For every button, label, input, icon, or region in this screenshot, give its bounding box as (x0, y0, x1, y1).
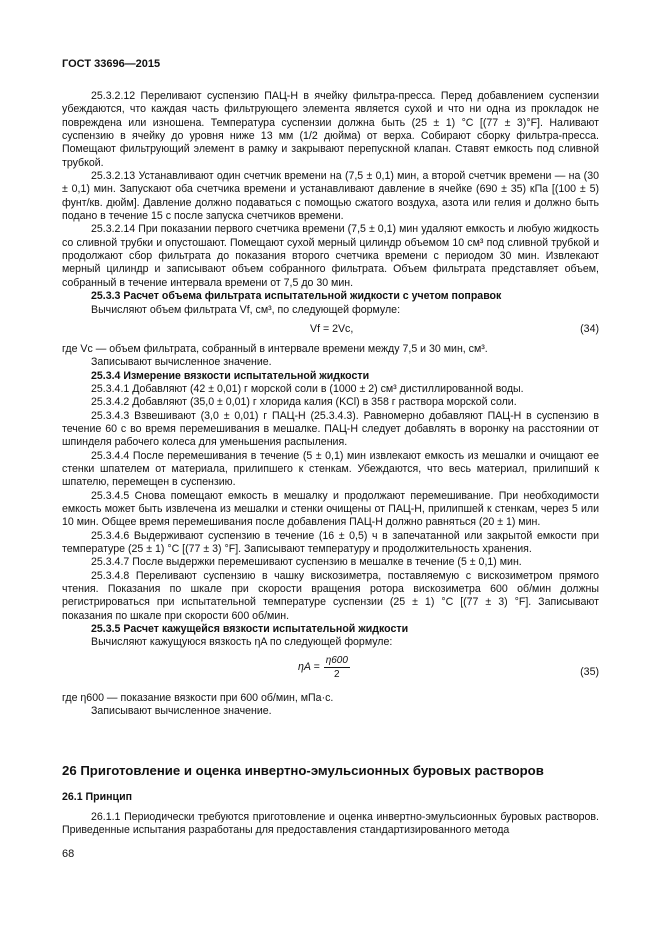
formula-35 (62, 654, 599, 692)
page-number: 68 (62, 848, 75, 860)
heading-25-3-4: 25.3.4 Измерение вязкости испытательной жидкости (91, 369, 370, 382)
body-text (62, 90, 599, 718)
paragraph-25-3-4-1: 25.3.4.1 Добавляют (42 ± 0,01) г морской соли в (1000 ± 2) см³ дистиллированной воды. (91, 382, 524, 395)
intro-25-3-3: Вычисляют объем фильтрата Vf, см³, по следующей формуле: (91, 303, 401, 316)
document-header: ГОСТ 33696—2015 (62, 58, 161, 70)
paragraph-25-3-4-5: 25.3.4.5 Снова помещают емкость в мешалку и продолжают перемешивание. При необходимости емкость может быть извлечена из мешалки и стенки очищены от ПАЦ-Н, прилипшей к стенкам, через 5 или 10 мин. Общее время перемешивания после добавления ПАЦ-Н должно равняться (20 ± 1) мин. (62, 489, 599, 529)
formula-35-lhs: ηA = (298, 660, 320, 673)
heading-25-3-3: 25.3.3 Расчет объема фильтрата испытательной жидкости с учетом поправок (91, 290, 502, 303)
record-25-3-5: Записывают вычисленное значение. (91, 705, 272, 718)
paragraph-25-3-4-8: 25.3.4.8 Переливают суспензию в чашку вискозиметра, поставляемую с вискозиметром прямого чтения. Показания по шкале при скорости вращения ротора вискозиметра 600 об/мин должны регистрироваться при испытательной температуре суспензии (25 ± 1) °С [(77 ± 3) °F]. Записывают показания по шкале при скорости 600 об/мин. (62, 569, 599, 622)
formula-35-fraction (324, 654, 350, 682)
formula-34 (62, 317, 599, 343)
formula-34-expression: Vf = 2Vc, (310, 322, 354, 335)
tail-text (62, 811, 599, 838)
record-25-3-3: Записывают вычисленное значение. (91, 356, 272, 369)
section-26-1-title: 26.1 Принцип (62, 791, 132, 803)
formula-35-numerator: η600 (324, 654, 350, 668)
paragraph-26-1-1: 26.1.1 Периодически требуются приготовление и оценка инвертно-эмульсионных буровых растворов. Приведенные испытания разработаны для предоставления стандартизированного метода (62, 811, 599, 837)
heading-25-3-5: 25.3.5 Расчет кажущейся вязкости испытательной жидкости (91, 623, 409, 636)
section-26-title: 26 Приготовление и оценка инвертно-эмульсионных буровых растворов (62, 763, 544, 778)
formula-34-number: (34) (580, 322, 599, 335)
paragraph-25-3-2-12: 25.3.2.12 Переливают суспензию ПАЦ-Н в ячейку фильтра-пресса. Перед добавлением суспензии убеждаются, что каждая часть фильтрующего элемента является сухой и что ни одна из прокладок не повреждена или изношена. Температура суспензии должна быть (25 ± 1) °С [(77 ± 3)°F]. Наливают суспензию в ячейку до уровня ниже 13 мм (1/2 дюйма) от верха. Собирают сборку фильтра-пресса. Помещают фильтрующий элемент в рамку и закрывают перепускной клапан. Ставят емкость под сливной трубкой. (62, 90, 599, 169)
paragraph-25-3-4-2: 25.3.4.2 Добавляют (35,0 ± 0,01) г хлорида калия (KCl) в 358 г раствора морской соли. (91, 396, 517, 409)
formula-35-number: (35) (580, 665, 599, 678)
paragraph-25-3-4-6: 25.3.4.6 Выдерживают суспензию в течение (16 ± 0,5) ч в запечатанной или закрытой емкости при температуре (25 ± 1) °С [(77 ± 3) °F]. Записывают температуру и продолжительность хранения. (62, 529, 599, 555)
paragraph-25-3-4-3: 25.3.4.3 Взвешивают (3,0 ± 0,01) г ПАЦ-Н (25.3.4.3). Равномерно добавляют ПАЦ-Н в суспензию в течение 60 с во время перемешивания в мешалке. ПАЦ-Н следует добавлять в воронку на расстоянии от шпинделя рабочего колеса для уменьшения распыления. (62, 409, 599, 449)
paragraph-25-3-2-13: 25.3.2.13 Устанавливают один счетчик времени на (7,5 ± 0,1) мин, а второй счетчик времени — на (30 ± 0,1) мин. Запускают оба счетчика времени и устанавливают давление в ячейке (690 ± 35) кПа [(100 ± 5) фунт/кв. дюйм]. Давление должно подаваться с помощью сжатого воздуха, азота или гелия и должно быть подано в течение 15 с после запуска счетчиков времени. (62, 170, 599, 223)
paragraph-25-3-4-4: 25.3.4.4 После перемешивания в течение (5 ± 0,1) мин извлекают емкость из мешалки и очищают ее стенки шпателем от материала, прилипшего к стенкам. Убеждаются, что весь материал, прилипший к шпателю, перемещен в суспензию. (62, 449, 599, 489)
formula-35-denominator: 2 (334, 669, 340, 681)
paragraph-25-3-2-14: 25.3.2.14 При показании первого счетчика времени (7,5 ± 0,1) мин удаляют емкость и любую жидкость со сливной трубки и опустошают. Помещают сухой мерный цилиндр объемом 10 см³ под сливной трубкой и продолжают сбор фильтрата до показания второго счетчика времени с периодом 30 мин. Извлекают мерный цилиндр и записывают объем собранного фильтрата. Объем фильтрата представляет объем, собранный в течение интервала времени от 7,5 до 30 мин. (62, 223, 599, 289)
paragraph-25-3-4-7: 25.3.4.7 После выдержки перемешивают суспензию в мешалке в течение (5 ± 0,1) мин. (91, 556, 522, 569)
formula-35-expression (298, 654, 350, 682)
where-25-3-3: где Vc — объем фильтрата, собранный в интервале времени между 7,5 и 30 мин, см³. (62, 342, 488, 355)
intro-25-3-5: Вычисляют кажущуюся вязкость ηA по следующей формуле: (91, 636, 393, 649)
where-25-3-5: где η600 — показание вязкости при 600 об/мин, мПа·с. (62, 691, 334, 704)
